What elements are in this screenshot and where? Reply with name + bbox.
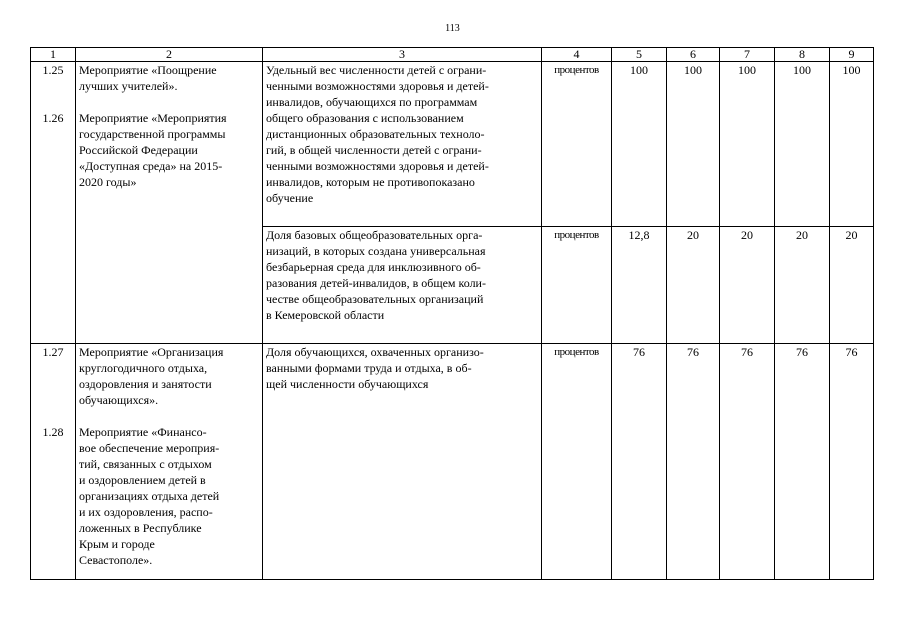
value-cell: 20 — [830, 227, 874, 344]
activity-number: 1.28 — [42, 425, 64, 439]
activity-cell — [76, 62, 263, 344]
value-cell: 12,8 — [612, 227, 667, 344]
activity-number: 1.27 — [42, 345, 64, 359]
activity-numbers — [31, 344, 76, 580]
activity-text: Мероприятие «Мероприятия государственной программы Российской Федерации «Доступная среда» на 2015- 2020 годы» — [79, 111, 227, 189]
header-cell: 5 — [612, 48, 667, 62]
activity-numbers — [31, 62, 76, 344]
indicator-cell: Доля базовых общеобразовательных орга- низаций, в которых создана универсальная безбарьерная среда для инклюзивного об- разования детей-инвалидов, в общем коли- честве общеобразовательных организаций в Кемеровской области — [263, 227, 542, 344]
header-cell: 1 — [31, 48, 76, 62]
value-cell: 76 — [775, 344, 830, 580]
unit-cell: процентов — [542, 344, 612, 580]
value-cell: 100 — [612, 62, 667, 227]
value-cell: 76 — [667, 344, 720, 580]
header-cell: 4 — [542, 48, 612, 62]
value-cell: 76 — [612, 344, 667, 580]
header-cell: 6 — [667, 48, 720, 62]
unit-cell: процентов — [542, 62, 612, 227]
header-row — [31, 48, 874, 62]
header-cell: 9 — [830, 48, 874, 62]
header-cell: 2 — [76, 48, 263, 62]
value-cell: 20 — [720, 227, 775, 344]
value-cell: 100 — [667, 62, 720, 227]
activity-text: Мероприятие «Поощрение лучших учителей». — [79, 63, 217, 93]
activity-text: Мероприятие «Организация круглогодичного отдыха, оздоровления и занятости обучающихся». — [79, 345, 224, 407]
value-cell: 100 — [775, 62, 830, 227]
value-cell: 100 — [830, 62, 874, 227]
value-cell: 20 — [775, 227, 830, 344]
indicator-cell: Удельный вес численности детей с ограни- ченными возможностями здоровья и детей- инвалидов, обучающихся по программам общего образования с использованием дистанционных образовательных техноло- гий, в общей численности детей с ограни- ченными возможностями здоровья и детей- инвалидов, которым не противопоказано обучение — [263, 62, 542, 227]
value-cell: 76 — [830, 344, 874, 580]
activity-cell — [76, 344, 263, 580]
activity-number: 1.25 — [42, 63, 64, 77]
value-cell: 100 — [720, 62, 775, 227]
table-row — [31, 62, 874, 227]
value-cell: 20 — [667, 227, 720, 344]
page-number: 113 — [445, 23, 460, 34]
indicator-cell: Доля обучающихся, охваченных организо- ванными формами труда и отдыха, в об- щей численности обучающихся — [263, 344, 542, 580]
unit-cell: процентов — [542, 227, 612, 344]
activity-number: 1.26 — [42, 111, 64, 125]
header-cell: 8 — [775, 48, 830, 62]
activity-text: Мероприятие «Финансо- вое обеспечение мероприя- тий, связанных с отдыхом и оздоровлением детей в организациях отдыха детей и их оздоровления, распо- ложенных в Республике Крым и городе Севастополе». — [79, 425, 220, 567]
header-cell: 3 — [263, 48, 542, 62]
indicators-table — [30, 47, 874, 580]
value-cell: 76 — [720, 344, 775, 580]
header-cell: 7 — [720, 48, 775, 62]
table-row — [31, 344, 874, 580]
